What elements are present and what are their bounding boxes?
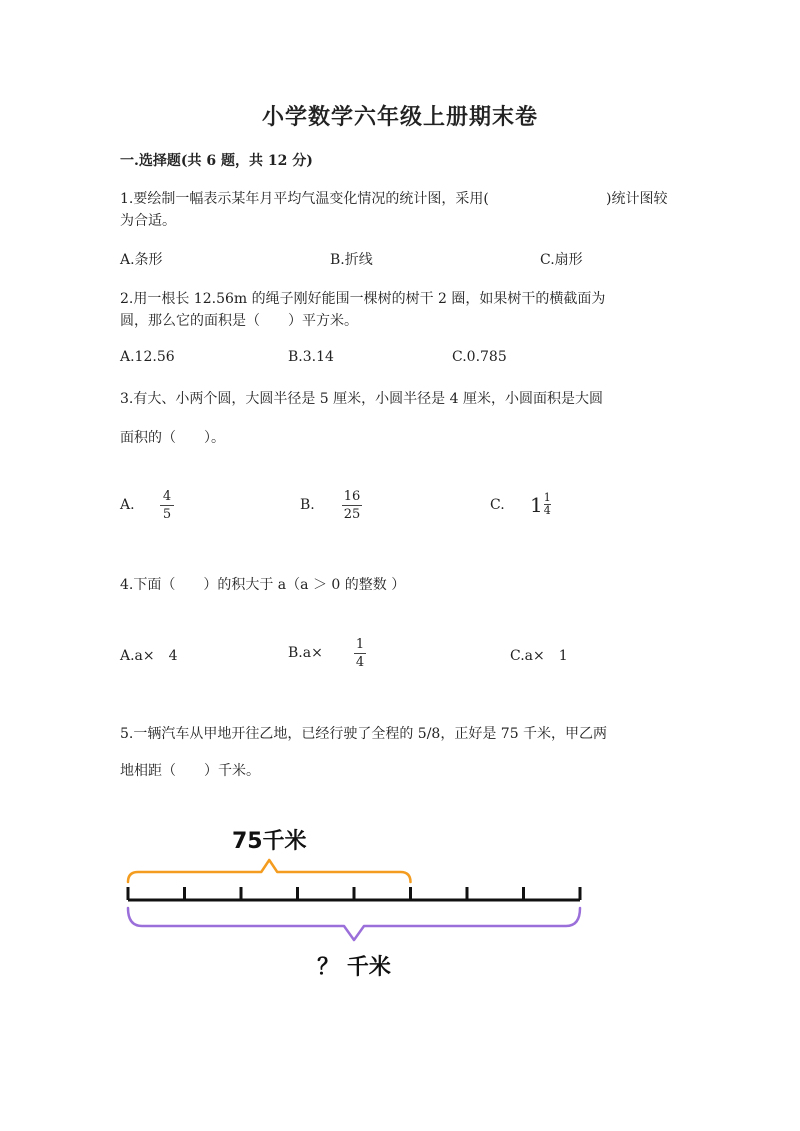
known-distance-brace [128,860,411,882]
total-distance-brace [128,908,580,940]
q2-option-b[interactable]: B.3.14 [288,349,334,365]
q4-option-c[interactable]: C.a× 1 [510,648,568,664]
question-4-line-1: 4.下面（ ）的积大于 a（a ＞ 0 的整数 ） [120,577,406,593]
question-2-line-1: 2.用一根长 12.56m 的绳子刚好能围一棵树的树干 2 圈，如果树干的横截面为 [120,291,606,307]
question-5-line-1: 5.一辆汽车从甲地开往乙地，已经行驶了全程的 5/8，正好是 75 千米，甲乙两 [120,726,608,742]
question-1-line-2: 为合适。 [120,213,176,229]
question-1-line-1: 1.要绘制一幅表示某年月平均气温变化情况的统计图，采用( [120,191,489,207]
question-5-line-2: 地相距（ ）千米。 [120,763,260,779]
question-2-line-2: 圆，那么它的面积是（ ）平方米。 [120,313,358,329]
question-3-line-1: 3.有大、小两个圆，大圆半径是 5 厘米，小圆半径是 4 厘米，小圆面积是大圆 [120,391,603,407]
q3-option-b[interactable]: B. [300,497,315,513]
q3-option-a[interactable]: A. [120,497,135,513]
question-1-line-1-end: )统计图较 [606,191,668,207]
q2-option-c[interactable]: C.0.785 [452,349,507,365]
q3-option-c[interactable]: C. [490,497,505,513]
q4-option-b-fraction: 1 4 [355,637,365,670]
q2-option-a[interactable]: A.12.56 [120,349,175,365]
q3-option-b-fraction: 16 25 [343,489,361,522]
segment-diagram [100,810,600,990]
q1-option-c[interactable]: C.扇形 [540,252,583,268]
q4-option-a[interactable]: A.a× 4 [120,648,178,664]
q4-option-b[interactable]: B.a× [288,645,323,661]
q1-option-b[interactable]: B.折线 [330,252,373,268]
question-3-line-2: 面积的（ ）。 [120,430,225,446]
q3-option-a-fraction: 4 5 [160,489,174,522]
known-distance-label: 75千米 [231,829,307,854]
q3-option-c-mixed-number: $1\frac{1}{4}$ [530,491,551,517]
page-title: 小学数学六年级上册期末卷 [261,104,538,130]
q1-option-a[interactable]: A.条形 [120,252,163,268]
unknown-distance-label: ？ 千米 [317,955,391,980]
section-heading: 一.选择题(共 6 题，共 12 分) [120,153,313,169]
